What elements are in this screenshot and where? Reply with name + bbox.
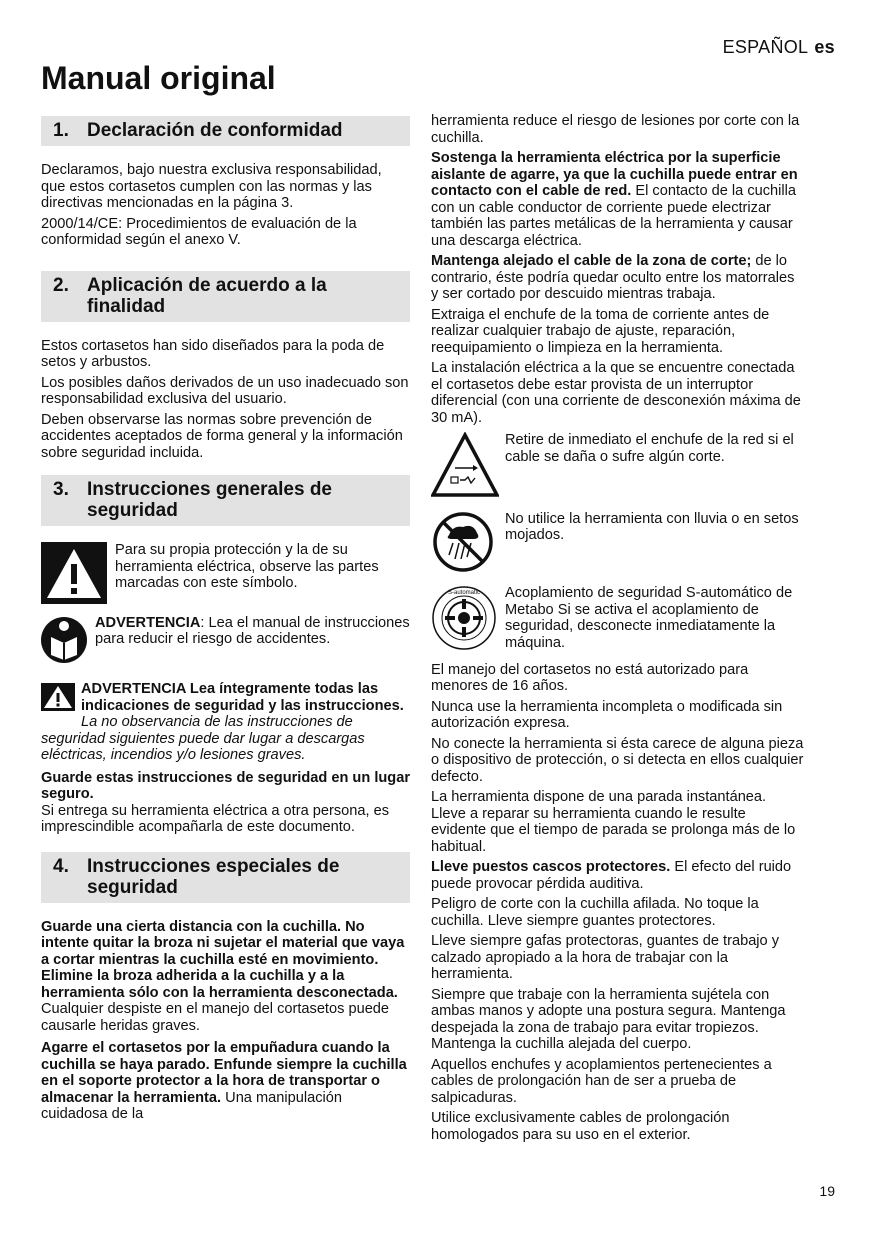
section-4-heading: [41, 852, 410, 903]
keep-instructions-text: Si entrega su herramienta eléctrica a otra persona, es imprescindible acompañarla de este documento.: [41, 802, 390, 835]
blade-distance-bold: Guarde una cierta distancia con la cuchilla. No intente quitar la broza ni sujetar el material que vaya a cortar mientras la cuchilla esté en movimiento. Elimine la broza adherida a la cuchilla y a la herramienta sólo con la herramienta desconectada.: [41, 918, 405, 1001]
read-all-bold: ADVERTENCIA Lea íntegramente todas las indicaciones de seguridad y las instrucciones.: [81, 681, 404, 714]
section-title: Instrucciones especiales de seguridad: [87, 855, 340, 898]
rcd-text: La instalación eléctrica a la que se encuentre conectada el cortasetos debe estar provista de un interruptor diferencial (con una corriente de desconexión máxima de 30 mA).: [431, 360, 801, 426]
section-1-heading: [41, 116, 410, 146]
damaged-cable-text: Retire de inmediato el enchufe de la red si el cable se daña o sufre algún corte.: [505, 432, 794, 465]
s-automatic-note: [431, 585, 804, 656]
no-rain-note: [431, 511, 804, 578]
section-number: 2.: [53, 274, 69, 296]
cable-away-bold: Mantenga alejado el cable de la zona de corte;: [431, 253, 752, 269]
s-automatic-logo-icon: [431, 585, 499, 656]
section-number: 4.: [53, 855, 69, 877]
section-2-heading: [41, 271, 410, 322]
handle-transport-text: [41, 1040, 410, 1123]
s-automatic-text: Acoplamiento de seguridad S-automático de Metabo Si se activa el acoplamiento de seguridad, desconecte inmediatamente la máquina.: [505, 585, 793, 651]
no-rain-icon: [431, 511, 499, 578]
section-number: 3.: [53, 479, 69, 500]
accident-prevention-text: Deben observarse las normas sobre prevención de accidentes aceptados de forma general y la información sobre seguridad incluida.: [41, 411, 403, 461]
keep-instructions-bold: Guarde estas instrucciones de seguridad en un lugar seguro.: [41, 769, 410, 802]
intended-use-text: Estos cortasetos han sido diseñados para la poda de setos y arbustos.: [41, 337, 385, 370]
page-title: Manual original: [41, 60, 276, 96]
read-manual-icon: [41, 615, 87, 670]
small-warning-icon: [41, 683, 75, 716]
insulated-grip-normal: El contacto de la cuchilla con un cable conductor de corriente puede electrizar también las partes metálicas de la herramienta y causar una descarga eléctrica.: [431, 183, 797, 249]
blade-distance-text: [41, 919, 410, 1035]
handle-transport-bold: Agarre el cortasetos por la empuñadura cuando la cuchilla se haya parado. Enfunde siempre la cuchilla en el soporte protector a la hora de transportar o almacenar la herramienta.: [41, 1040, 407, 1106]
cable-away-normal: de lo contrario, éste podría quedar oculto entre los matorrales y ser cortado por descuido mientras trabaja.: [431, 253, 795, 302]
read-manual-note: [41, 615, 410, 670]
missing-parts-text: No conecte la herramienta si ésta carece de alguna pieza o dispositivo de protección, o si detecta en ellos cualquier defecto.: [431, 735, 804, 785]
damaged-cable-warning-icon: [431, 432, 499, 503]
handle-transport-normal: Una manipulación cuidadosa de la: [41, 1089, 342, 1122]
section-number: 1.: [53, 120, 69, 141]
cable-away-text: [431, 253, 804, 303]
damaged-cable-note: [431, 432, 804, 503]
splash-proof-text: Aquellos enchufes y acoplamientos pertenecientes a cables de prolongación han de ser a prueba de salpicaduras.: [431, 1056, 772, 1106]
no-modified-tool-text: Nunca use la herramienta incompleta o modificada sin autorización expresa.: [431, 698, 783, 731]
left-column: [41, 116, 410, 1127]
advertencia-label: ADVERTENCIA: [95, 614, 201, 631]
conformity-directive: 2000/14/CE: Procedimientos de evaluación de la conformidad según el anexo V.: [41, 215, 357, 248]
warning-symbol-text: Para su propia protección y la de su herramienta eléctrica, observe las partes marcadas con este símbolo.: [115, 542, 379, 591]
section-3-heading: [41, 475, 410, 526]
instant-stop-text: La herramienta dispone de una parada instantánea. Lleve a reparar su herramienta cuando le resulte evidente que el tiempo de parada se prolonga más de lo habitual.: [431, 789, 796, 855]
no-rain-text: No utilice la herramienta con lluvia o en setos mojados.: [505, 510, 799, 543]
insulated-grip-bold: Sostenga la herramienta eléctrica por la superficie aislante de agarre, ya que la cuchilla puede entrar en contacto con el cable de red.: [431, 150, 798, 199]
protective-glasses-text: Lleve siempre gafas protectoras, guantes de trabajo y calzado apropiado a la hora de trabajar con la herramienta.: [431, 933, 780, 982]
warning-triangle-icon: [41, 542, 107, 609]
insulated-grip-text: [431, 150, 804, 249]
blade-distance-normal: Cualquier despiste en el manejo del cortasetos puede causarle heridas graves.: [41, 1001, 390, 1034]
advertencia-text: : Lea el manual de instrucciones para reducir el riesgo de accidentes.: [95, 614, 410, 647]
language-name: ESPAÑOL: [722, 37, 809, 57]
page-number: 19: [819, 1183, 835, 1199]
unplug-text: Extraiga el enchufe de la toma de corriente antes de realizar cualquier trabajo de ajuste, reparación, reequipamiento o limpieza en la herramienta.: [431, 306, 770, 356]
warning-symbol-note: [41, 542, 410, 609]
ear-protection-normal: El efecto del ruido puede provocar pérdida auditiva.: [431, 859, 792, 892]
section-title: Instrucciones generales de seguridad: [87, 479, 332, 521]
right-column: [431, 113, 804, 1147]
blade-injury-continued: herramienta reduce el riesgo de lesiones por corte con la cuchilla.: [431, 113, 800, 146]
age-restriction-text: El manejo del cortasetos no está autorizado para menores de 16 años.: [431, 661, 749, 694]
conformity-declaration: Declaramos, bajo nuestra exclusiva responsabilidad, que estos cortasetos cumplen con las normas y las directivas mencionadas en la página 3.: [41, 162, 382, 211]
section-title: Aplicación de acuerdo a la finalidad: [87, 274, 327, 317]
ear-protection-text: [431, 859, 804, 892]
ear-protection-bold: Lleve puestos cascos protectores.: [431, 859, 671, 875]
svg-text:S-automatic: S-automatic: [447, 590, 481, 596]
read-all-italic: La no observancia de las instrucciones de seguridad siguientes puede dar lugar a descargas eléctricas, incendios y/o lesiones graves.: [41, 714, 365, 763]
language-indicator: [723, 37, 835, 58]
read-all-instructions: [41, 681, 410, 764]
language-code: es: [814, 37, 835, 57]
two-hands-text: Siempre que trabaje con la herramienta sujétela con ambas manos y adopte una postura segura. Mantenga despejada la zona de trabajo para evitar tropiezos. Mantenga la cuchilla alejada del cuerpo.: [431, 986, 786, 1052]
outdoor-cable-text: Utilice exclusivamente cables de prolongación homologados para su uso en el exterior.: [431, 1110, 730, 1143]
protective-gloves-text: Peligro de corte con la cuchilla afilada. No toque la cuchilla. Lleve siempre guantes protectores.: [431, 896, 759, 929]
section-title: Declaración de conformidad: [87, 120, 343, 141]
misuse-responsibility-text: Los posibles daños derivados de un uso inadecuado son responsabilidad exclusiva del usuario.: [41, 374, 409, 407]
